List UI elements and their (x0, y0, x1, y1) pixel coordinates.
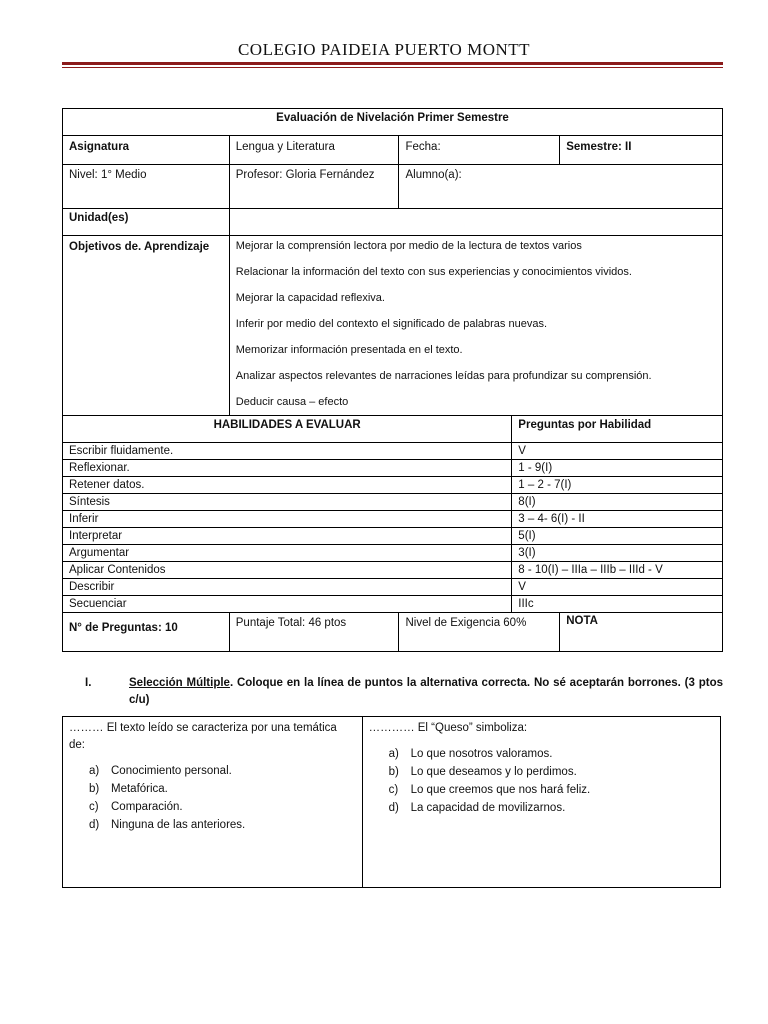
option-item[interactable] (369, 800, 714, 817)
habilidad-preguntas: 5(I) (512, 528, 723, 545)
option-letter: d) (89, 819, 100, 831)
option-text: Metafórica. (111, 783, 168, 795)
unidad-label: Unidad(es) (63, 209, 230, 236)
habilidades-header: HABILIDADES A EVALUAR (63, 416, 512, 443)
habilidad-preguntas: 3(I) (512, 545, 723, 562)
habilidad-preguntas: 1 - 9(I) (512, 460, 723, 477)
puntaje-total: Puntaje Total: 46 ptos (229, 613, 399, 652)
habilidad-name: Argumentar (63, 545, 512, 562)
question-stem: ……… El texto leído se caracteriza por una temática de: (69, 722, 337, 751)
alumno-field[interactable]: Alumno(a): (399, 165, 723, 209)
option-letter: c) (89, 801, 99, 813)
option-text: Ninguna de las anteriores. (111, 819, 246, 831)
habilidad-preguntas: IIIc (512, 596, 723, 613)
objetivo-item: Memorizar información presentada en el texto. (235, 344, 463, 356)
option-text: Lo que nosotros valoramos. (410, 748, 553, 760)
habilidad-name: Interpretar (63, 528, 512, 545)
habilidad-preguntas: 8 - 10(I) – IIIa – IIIb – IIId - V (512, 562, 723, 579)
option-text: La capacidad de movilizarnos. (410, 802, 566, 814)
habilidad-name: Reflexionar. (63, 460, 512, 477)
nota-field[interactable]: NOTA (560, 613, 723, 652)
habilidad-name: Síntesis (63, 494, 512, 511)
question-2 (362, 717, 720, 888)
section-number: I. (85, 677, 92, 689)
habilidad-name: Inferir (63, 511, 512, 528)
multiple-choice-table (62, 716, 721, 888)
question-stem: ………… El “Queso” simboliza: (368, 722, 528, 734)
header-rule-thin (62, 67, 723, 68)
question-1 (63, 717, 363, 888)
habilidad-preguntas: V (512, 579, 723, 596)
habilidad-preguntas: V (512, 443, 723, 460)
objetivo-item: Inferir por medio del contexto el significado de palabras nuevas. (235, 318, 548, 330)
option-letter: a) (388, 748, 399, 760)
habilidad-name: Secuenciar (63, 596, 512, 613)
objetivo-item: Mejorar la comprensión lectora por medio de la lectura de textos varios (235, 240, 582, 252)
option-letter: a) (89, 765, 100, 777)
nivel-label: Nivel: 1° Medio (63, 165, 230, 209)
habilidad-name: Retener datos. (63, 477, 512, 494)
school-title: COLEGIO PAIDEIA PUERTO MONTT (237, 40, 531, 59)
option-letter: b) (388, 766, 399, 778)
option-letter: d) (388, 802, 399, 814)
option-item[interactable] (369, 746, 714, 763)
option-text: Conocimiento personal. (111, 765, 232, 777)
option-item[interactable] (369, 764, 714, 781)
preguntas-header: Preguntas por Habilidad (512, 416, 723, 443)
unidad-value[interactable] (229, 209, 722, 236)
num-preguntas: N° de Preguntas: 10 (63, 613, 230, 652)
objetivo-item: Relacionar la información del texto con sus experiencias y conocimientos vividos. (235, 266, 632, 278)
section-title: Selección Múltiple (129, 677, 230, 689)
option-letter: b) (89, 783, 100, 795)
nivel-exigencia: Nivel de Exigencia 60% (399, 613, 560, 652)
evaluation-table (62, 108, 723, 652)
section-instruction: . Coloque en la línea de puntos la alternativa correcta. No sé aceptarán borrones. (3 ptos c/u) (129, 677, 723, 706)
objetivos-label: Objetivos de. Aprendizaje (63, 236, 230, 416)
option-letter: c) (388, 784, 399, 796)
profesor-label: Profesor: Gloria Fernández (229, 165, 399, 209)
option-text: Lo que creemos que nos hará feliz. (410, 784, 591, 796)
option-item[interactable] (69, 817, 356, 834)
option-item[interactable] (69, 799, 356, 816)
asignatura-value: Lengua y Literatura (229, 136, 399, 165)
habilidad-preguntas: 8(I) (512, 494, 723, 511)
semestre-label: Semestre: II (560, 136, 723, 165)
habilidad-preguntas: 1 – 2 - 7(I) (512, 477, 723, 494)
option-item[interactable] (69, 763, 356, 780)
habilidad-preguntas: 3 – 4- 6(I) - II (512, 511, 723, 528)
objetivos-list (229, 236, 722, 416)
objetivo-item: Analizar aspectos relevantes de narraciones leídas para profundizar su comprensión. (235, 370, 652, 382)
option-item[interactable] (69, 781, 356, 798)
habilidad-name: Escribir fluidamente. (63, 443, 512, 460)
option-text: Comparación. (111, 801, 183, 813)
option-item[interactable] (369, 782, 714, 799)
objetivo-item: Deducir causa – efecto (235, 396, 349, 408)
evaluation-title: Evaluación de Nivelación Primer Semestre (63, 109, 723, 136)
fecha-field[interactable]: Fecha: (399, 136, 560, 165)
habilidad-name: Aplicar Contenidos (63, 562, 512, 579)
option-text: Lo que deseamos y lo perdimos. (410, 766, 577, 778)
objetivo-item: Mejorar la capacidad reflexiva. (235, 292, 385, 304)
header-rule-thick (62, 62, 723, 65)
asignatura-label: Asignatura (63, 136, 230, 165)
habilidad-name: Describir (63, 579, 512, 596)
